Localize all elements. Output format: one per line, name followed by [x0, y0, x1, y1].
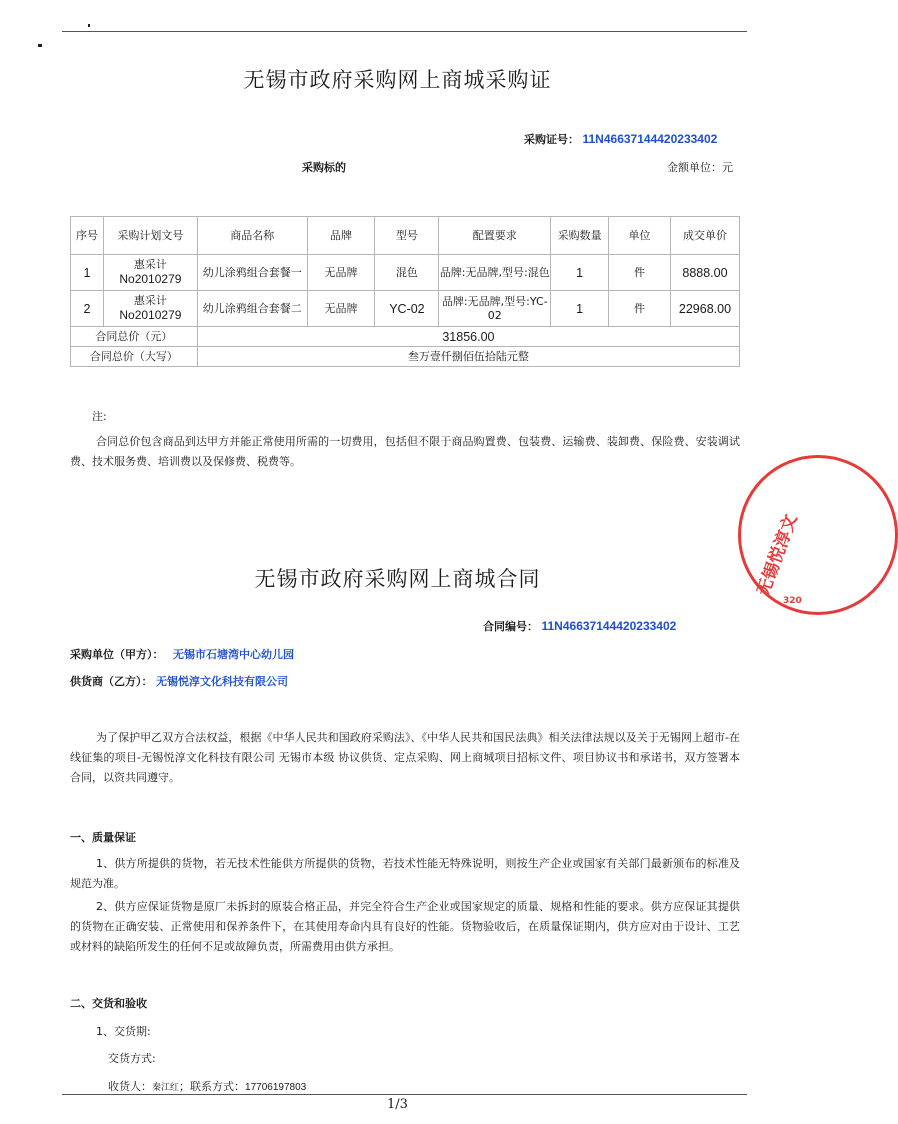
supplier-name: 无锡悦淳文化科技有限公司: [156, 675, 288, 688]
delivery-period: 1、交货期:: [96, 1025, 151, 1038]
total-label: 合同总价（元）: [71, 327, 198, 347]
cell-seq: 1: [71, 255, 104, 291]
cert-number-row: [524, 131, 717, 147]
total-cn-value: 叁万壹仟捌佰伍拾陆元整: [197, 347, 739, 367]
page-number: 1/3: [387, 1097, 408, 1112]
cell-model: 混色: [375, 255, 439, 291]
table-row: [71, 291, 740, 327]
cell-name: 幼儿涂鸦组合套餐一: [197, 255, 307, 291]
currency-unit: 金额单位：元: [667, 161, 733, 174]
supplier-label: 供货商（乙方）：: [70, 675, 153, 688]
supplier-row: [70, 673, 288, 689]
cell-plan: 惠采计 No2010279: [103, 255, 197, 291]
col-header-unit: 单位: [609, 217, 671, 255]
col-header-brand: 品牌: [307, 217, 375, 255]
cell-seq: 2: [71, 291, 104, 327]
contract-number-label: 合同编号：: [483, 620, 538, 633]
buyer-row: [70, 646, 294, 662]
scan-mark: [88, 24, 90, 27]
footer-rule: [62, 1094, 747, 1095]
col-header-config: 配置要求: [439, 217, 551, 255]
delivery-method: 交货方式:: [108, 1052, 156, 1065]
contract-intro: 为了保护甲乙双方合法权益，根据《中华人民共和国政府采购法》、《中华人民共和国民法典》相关法律法规以及关于无锡网上超市-在线征集的项目-无锡悦淳文化科技有限公司 无锡市本级 协议供货、定点采购、网上商城项目招标文件、项目协议书和承诺书，双方签署本合同，以资共同遵守。: [70, 731, 740, 784]
scan-mark: [38, 44, 42, 47]
cell-model: YC-02: [375, 291, 439, 327]
col-header-seq: 序号: [71, 217, 104, 255]
subject-label: 采购标的: [302, 161, 346, 174]
total-cn-label: 合同总价（大写）: [71, 347, 198, 367]
cert-number-value: 11N46637144420233402: [582, 132, 718, 146]
total-row: [71, 327, 740, 347]
buyer-name: 无锡市石塘湾中心幼儿园: [173, 648, 294, 661]
contract-number-row: [483, 618, 676, 634]
cell-unit: 件: [609, 291, 671, 327]
top-rule: [62, 31, 747, 32]
note-label: 注:: [92, 410, 107, 423]
cell-brand: 无品牌: [307, 255, 375, 291]
cell-price: 8888.00: [670, 255, 739, 291]
cell-qty: 1: [551, 291, 609, 327]
cell-config: 品牌:无品牌,型号:混色: [439, 255, 551, 291]
goods-table: [70, 216, 740, 367]
cert-number-label: 采购证号：: [524, 133, 579, 146]
purchase-cert-title: 无锡市政府采购网上商城采购证: [243, 68, 552, 92]
col-header-model: 型号: [375, 217, 439, 255]
cell-plan: 惠采计 No2010279: [103, 291, 197, 327]
receiver-name: 秦江红: [152, 1083, 180, 1093]
seal-digits: 320: [783, 596, 802, 606]
receiver-row: [108, 1078, 306, 1094]
section1-title: 一、质量保证: [70, 831, 136, 844]
contact-number: 17706197803: [245, 1082, 307, 1093]
cell-brand: 无品牌: [307, 291, 375, 327]
buyer-label: 采购单位（甲方）：: [70, 648, 164, 661]
col-header-price: 成交单价: [670, 217, 739, 255]
table-header-row: [71, 217, 740, 255]
section1-para2: 2、供方应保证货物是原厂未拆封的原装合格正品，并完全符合生产企业或国家规定的质量、规格和性能的要求。供方应保证其提供的货物在正确安装、正常使用和保养条件下，在其使用寿命内具有良好的性能。货物验收后，在质量保证期内，供方应对由于设计、工艺或材料的缺陷所发生的任何不足或故障负责，所需费用由供方承担。: [70, 900, 740, 953]
cell-unit: 件: [609, 255, 671, 291]
col-header-name: 商品名称: [197, 217, 307, 255]
cell-name: 幼儿涂鸦组合套餐二: [197, 291, 307, 327]
table-row: [71, 255, 740, 291]
cell-config: 品牌:无品牌,型号:YC-02: [439, 291, 551, 327]
receiver-label: 收货人：: [108, 1080, 152, 1093]
section1-para1: 1、供方所提供的货物，若无技术性能供方所提供的货物，若技术性能无特殊说明，则按生产企业或国家有关部门最新颁布的标准及规范为准。: [70, 857, 740, 890]
contact-label: ；联系方式：: [179, 1080, 246, 1093]
cell-qty: 1: [551, 255, 609, 291]
total-value: 31856.00: [197, 327, 739, 347]
cell-price: 22968.00: [670, 291, 739, 327]
contract-number-value: 11N46637144420233402: [541, 619, 677, 633]
section2-title: 二、交货和验收: [70, 997, 147, 1010]
seal-text: 无锡悦淳文: [753, 511, 802, 599]
col-header-plan: 采购计划文号: [103, 217, 197, 255]
note-text: 合同总价包含商品到达甲方并能正常使用所需的一切费用，包括但不限于商品购置费、包装费、运输费、装卸费、保险费、安装调试费、技术服务费、培训费以及保修费、税费等。: [70, 435, 740, 468]
contract-title: 无锡市政府采购网上商城合同: [254, 567, 541, 591]
col-header-qty: 采购数量: [551, 217, 609, 255]
total-cn-row: [71, 347, 740, 367]
